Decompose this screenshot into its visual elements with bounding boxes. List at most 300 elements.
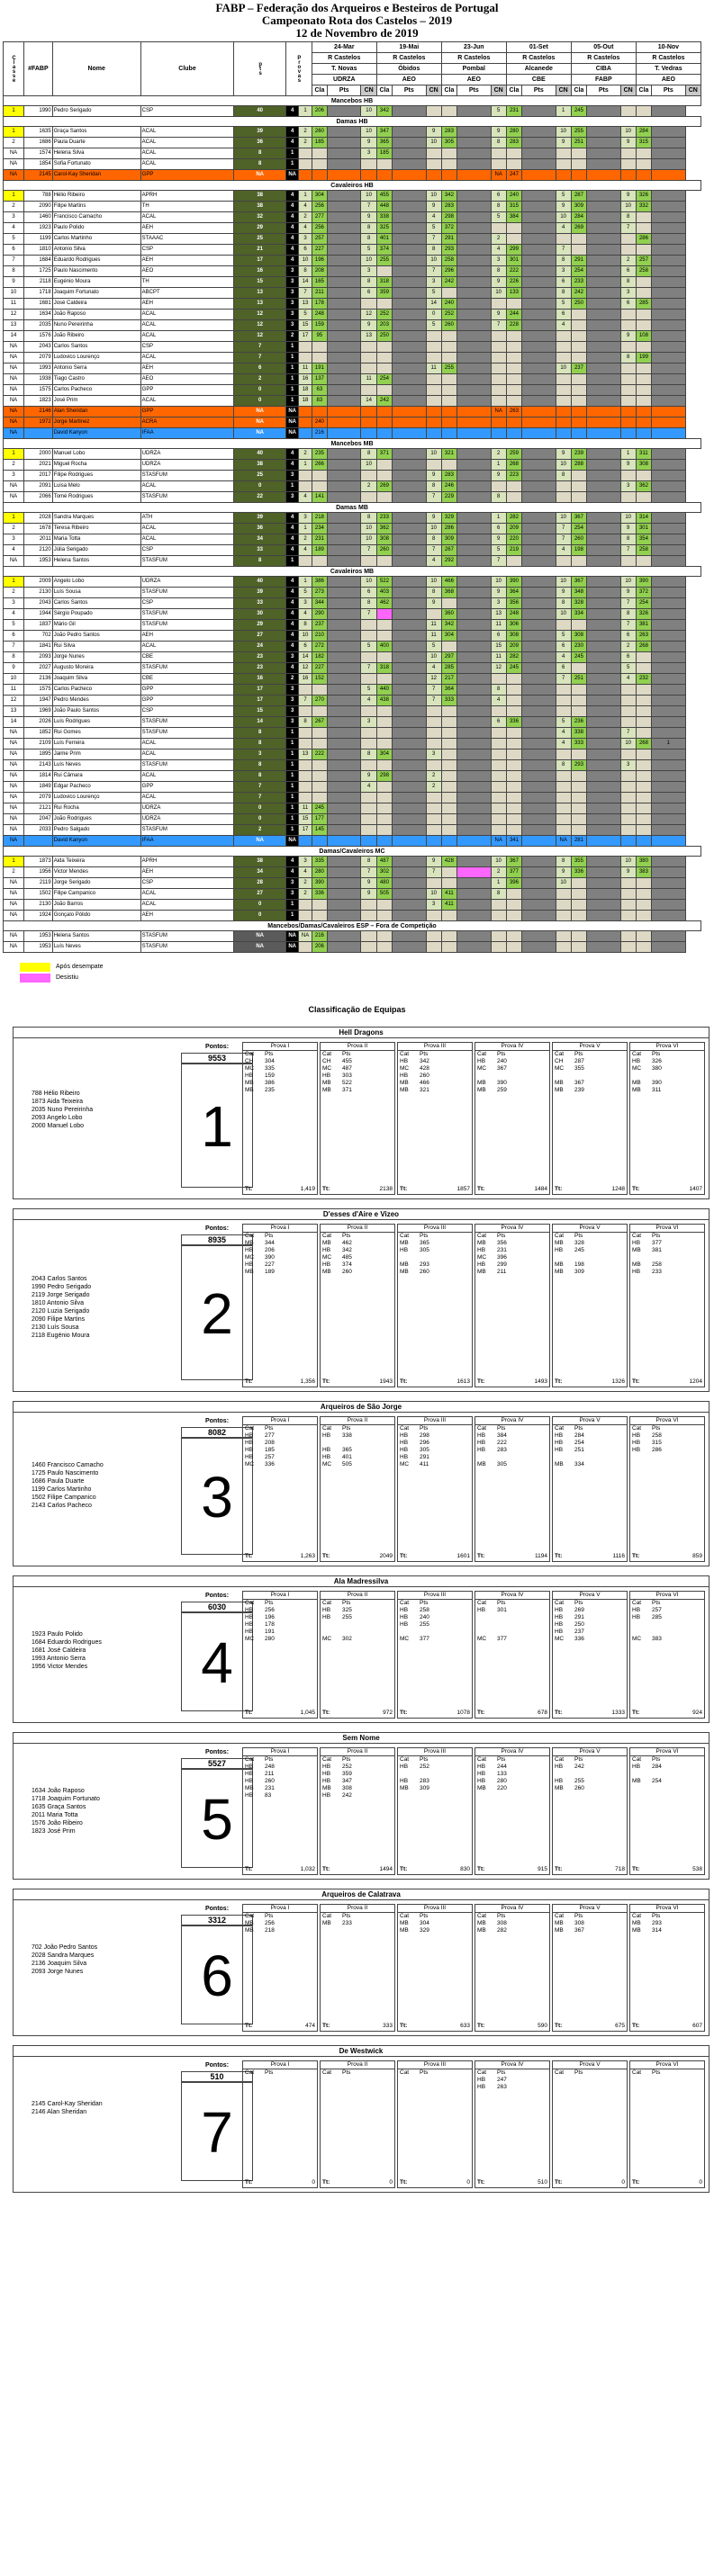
event-organizer: R Castelos xyxy=(506,53,571,64)
result-cell: 283 xyxy=(506,138,521,148)
prova-score-row xyxy=(553,2084,627,2091)
result-cell xyxy=(328,545,361,556)
result-cell xyxy=(299,428,312,439)
result-cell xyxy=(587,631,620,642)
athlete-row xyxy=(4,889,701,900)
score-points: 396 xyxy=(497,1254,507,1261)
prova-title: Prova VI xyxy=(630,1748,704,1756)
result-cell: 333 xyxy=(441,696,456,706)
score-category: HB xyxy=(322,1247,331,1253)
prova-score-row xyxy=(475,1927,549,1934)
result-cell xyxy=(522,202,556,212)
result-cell: 18 xyxy=(299,396,312,407)
result-cell xyxy=(620,771,636,782)
result-cell xyxy=(393,159,426,170)
prova-score-row xyxy=(630,1454,704,1461)
result-cell xyxy=(491,331,506,342)
result-cell xyxy=(652,577,685,588)
result-cell: 246 xyxy=(441,481,456,492)
result-cell xyxy=(571,878,586,889)
result-cell xyxy=(652,417,685,428)
points-cell: 21 xyxy=(234,245,286,256)
result-cell xyxy=(328,867,361,878)
result-cell: 2 xyxy=(299,127,312,138)
result-cell xyxy=(587,900,620,911)
result-cell: 209 xyxy=(506,642,521,652)
event-club: FABP xyxy=(571,75,636,85)
name-cell: José Prim xyxy=(52,396,140,407)
result-cell: 9 xyxy=(620,138,636,148)
class-cell: NA xyxy=(4,760,24,771)
prova-total xyxy=(555,1553,625,1560)
result-cell xyxy=(652,374,685,385)
prova-score-row xyxy=(398,1778,472,1785)
result-cell xyxy=(652,202,685,212)
prova-title: Prova VI xyxy=(630,1417,704,1425)
score-points: 233 xyxy=(652,1269,662,1275)
sub-cn: CN xyxy=(361,85,376,96)
score-category: MB xyxy=(245,1927,254,1934)
prova-score-row xyxy=(243,1254,317,1261)
class-cell: 4 xyxy=(4,223,24,234)
result-cell: 6 xyxy=(620,266,636,277)
result-cell xyxy=(376,556,392,567)
events-count-cell: 1 xyxy=(285,803,298,814)
result-cell xyxy=(636,836,651,847)
result-cell: 255 xyxy=(376,256,392,266)
result-cell xyxy=(652,609,685,620)
result-cell xyxy=(620,696,636,706)
result-cell xyxy=(571,320,586,331)
result-cell xyxy=(299,739,312,749)
score-category: MC xyxy=(555,1636,565,1642)
result-cell xyxy=(457,534,491,545)
result-cell xyxy=(328,481,361,492)
result-cell: 284 xyxy=(571,212,586,223)
events-count-cell: 4 xyxy=(285,577,298,588)
club-cell: GPP xyxy=(140,782,234,793)
team-member: 2090 Filipe Martins xyxy=(32,1315,86,1323)
result-cell xyxy=(571,931,586,942)
result-cell xyxy=(556,793,571,803)
result-cell xyxy=(522,234,556,245)
section-title: Damas HB xyxy=(4,117,701,127)
result-cell: 386 xyxy=(312,577,327,588)
cat-header: Cat xyxy=(632,1425,642,1432)
score-category: HB xyxy=(322,1764,331,1770)
result-cell xyxy=(328,449,361,460)
athlete-row xyxy=(4,331,701,342)
result-cell xyxy=(620,900,636,911)
result-cell xyxy=(457,556,491,567)
club-cell: ACAL xyxy=(140,642,234,652)
result-cell: 3 xyxy=(620,760,636,771)
number-cell: 2090 xyxy=(24,202,53,212)
events-count-cell: 1 xyxy=(285,771,298,782)
name-cell: João Barros xyxy=(52,900,140,911)
result-cell: 254 xyxy=(571,524,586,534)
result-cell xyxy=(328,159,361,170)
number-cell: 1953 xyxy=(24,942,53,953)
result-cell xyxy=(556,685,571,696)
result-cell: 6 xyxy=(299,245,312,256)
result-cell xyxy=(636,417,651,428)
result-cell xyxy=(522,148,556,159)
pts-header: Pts xyxy=(652,1233,661,1239)
result-cell xyxy=(587,310,620,320)
score-points: 365 xyxy=(420,1240,429,1246)
result-cell: 14 xyxy=(426,299,441,310)
class-cell: NA xyxy=(4,889,24,900)
cat-header: Cat xyxy=(555,1756,565,1763)
score-points: 328 xyxy=(574,1240,584,1246)
result-cell xyxy=(441,867,456,878)
result-cell: 9 xyxy=(620,191,636,202)
prova-column-headers xyxy=(321,1425,394,1432)
result-cell: 10 xyxy=(556,577,571,588)
prova-title: Prova IV xyxy=(475,1592,549,1600)
result-cell: 347 xyxy=(376,127,392,138)
prova-score-row xyxy=(475,1240,549,1247)
result-cell: 305 xyxy=(441,138,456,148)
events-count-cell: 1 xyxy=(285,374,298,385)
total-label: Tt: xyxy=(322,1710,330,1716)
prova-score-row xyxy=(398,2077,472,2084)
result-cell xyxy=(506,331,521,342)
points-cell: 27 xyxy=(234,889,286,900)
total-value: 1248 xyxy=(611,1186,625,1192)
result-cell xyxy=(587,396,620,407)
club-cell: CSP xyxy=(140,245,234,256)
result-cell xyxy=(491,760,506,771)
result-cell xyxy=(328,878,361,889)
number-cell: 1938 xyxy=(24,374,53,385)
result-cell xyxy=(652,749,685,760)
prova-column-headers xyxy=(243,1600,317,1607)
result-cell xyxy=(636,793,651,803)
result-cell: 9 xyxy=(620,588,636,598)
events-count-cell: 4 xyxy=(285,857,298,867)
result-cell: 355 xyxy=(571,857,586,867)
result-cell xyxy=(506,374,521,385)
total-label: Tt: xyxy=(245,1710,253,1716)
result-cell: 216 xyxy=(312,931,327,942)
result-cell: 11 xyxy=(426,631,441,642)
prova-score-row xyxy=(630,1447,704,1454)
result-cell xyxy=(522,652,556,663)
result-cell xyxy=(361,159,376,170)
result-cell xyxy=(457,814,491,825)
total-value: 924 xyxy=(692,1710,702,1716)
result-cell xyxy=(587,620,620,631)
team-member: 788 Hélio Ribeiro xyxy=(32,1090,80,1097)
events-count-cell: 3 xyxy=(285,652,298,663)
result-cell xyxy=(393,631,426,642)
result-cell: 318 xyxy=(376,277,392,288)
score-points: 356 xyxy=(497,1240,507,1246)
sub-points: Pts xyxy=(328,85,361,96)
result-cell: 371 xyxy=(376,449,392,460)
team-points: 9553 xyxy=(181,1053,253,1064)
result-cell xyxy=(328,191,361,202)
prova-score-row xyxy=(321,1927,394,1934)
points-cell: NA xyxy=(234,417,286,428)
number-cell: 1725 xyxy=(24,266,53,277)
score-category: HB xyxy=(555,1440,564,1446)
number-cell: 1849 xyxy=(24,782,53,793)
legend xyxy=(20,962,714,983)
prova-score-row xyxy=(243,1934,317,1942)
points-cell: 25 xyxy=(234,471,286,481)
prova-total xyxy=(555,2023,625,2030)
result-cell xyxy=(299,481,312,492)
athlete-row xyxy=(4,191,701,202)
events-count-cell: 1 xyxy=(285,739,298,749)
prova-score-row xyxy=(630,1058,704,1065)
number-cell: 1924 xyxy=(24,911,53,921)
result-cell xyxy=(393,481,426,492)
result-cell: 258 xyxy=(636,266,651,277)
total-label: Tt: xyxy=(245,1866,253,1872)
result-cell xyxy=(299,942,312,953)
result-cell xyxy=(361,631,376,642)
pts-header: Pts xyxy=(497,1425,506,1432)
score-category: HB xyxy=(477,1771,486,1777)
prova-score-row xyxy=(243,1440,317,1447)
number-cell: 2011 xyxy=(24,534,53,545)
result-cell xyxy=(556,428,571,439)
result-cell xyxy=(457,364,491,374)
result-cell: 6 xyxy=(556,663,571,674)
result-cell xyxy=(652,127,685,138)
name-cell: Ludovico Lourenço xyxy=(52,793,140,803)
result-cell: 5 xyxy=(556,631,571,642)
result-cell: 284 xyxy=(636,127,651,138)
result-cell xyxy=(652,138,685,148)
result-cell xyxy=(376,706,392,717)
result-cell xyxy=(587,857,620,867)
score-category: HB xyxy=(322,1073,331,1079)
class-cell: 10 xyxy=(4,674,24,685)
result-cell xyxy=(328,342,361,353)
prova-score-row xyxy=(243,1240,317,1247)
result-cell: 8 xyxy=(299,717,312,728)
prova-column-headers xyxy=(475,1913,549,1920)
result-cell: 4 xyxy=(299,223,312,234)
result-cell xyxy=(426,942,441,953)
score-points: 178 xyxy=(265,1621,275,1628)
result-cell: 3 xyxy=(426,277,441,288)
cat-header: Cat xyxy=(632,1600,642,1606)
name-cell: Luís Ferreira xyxy=(52,739,140,749)
result-cell xyxy=(393,245,426,256)
number-cell: 1956 xyxy=(24,867,53,878)
athlete-row xyxy=(4,577,701,588)
class-cell: 4 xyxy=(4,609,24,620)
class-cell: NA xyxy=(4,342,24,353)
result-cell: 5 xyxy=(426,320,441,331)
result-cell: 4 xyxy=(299,609,312,620)
points-cell: NA xyxy=(234,170,286,181)
score-points: 260 xyxy=(265,1778,275,1784)
prova-score-row xyxy=(398,1636,472,1643)
score-points: 254 xyxy=(574,1440,584,1446)
club-cell: STASFUM xyxy=(140,556,234,567)
event-place: CIBA xyxy=(571,64,636,75)
result-cell: 227 xyxy=(312,245,327,256)
result-cell xyxy=(522,481,556,492)
result-cell xyxy=(457,212,491,223)
name-cell: Antonio Serra xyxy=(52,364,140,374)
prova-total xyxy=(245,1710,315,1717)
name-cell: Angelo Lobo xyxy=(52,577,140,588)
result-cell: 7 xyxy=(491,320,506,331)
events-count-cell: 4 xyxy=(285,460,298,471)
pts-header: Pts xyxy=(265,1051,274,1057)
class-cell: NA xyxy=(4,911,24,921)
club-cell: STASFUM xyxy=(140,663,234,674)
athlete-row xyxy=(4,524,701,534)
prova-total xyxy=(322,1866,393,1873)
athlete-row xyxy=(4,159,701,170)
result-cell: 7 xyxy=(361,202,376,212)
result-cell: 315 xyxy=(636,138,651,148)
score-points: 257 xyxy=(652,1607,662,1613)
prova-title: Prova IV xyxy=(475,1905,549,1913)
score-category: MB xyxy=(632,1920,641,1926)
score-category: HB xyxy=(477,2077,486,2083)
result-cell xyxy=(457,385,491,396)
result-cell xyxy=(393,588,426,598)
club-cell: AEH xyxy=(140,364,234,374)
points-cell: 2 xyxy=(234,374,286,385)
name-cell: Filipe Campanico xyxy=(52,889,140,900)
result-cell: 10 xyxy=(361,577,376,588)
result-cell xyxy=(441,931,456,942)
result-cell xyxy=(328,803,361,814)
result-cell: 5 xyxy=(491,212,506,223)
total-value: 0 xyxy=(466,2179,470,2186)
event-organizer: R Castelos xyxy=(376,53,441,64)
results-table-body xyxy=(4,42,701,953)
result-cell xyxy=(556,803,571,814)
score-category: HB xyxy=(555,1778,564,1784)
result-cell xyxy=(636,170,651,181)
result-cell: 216 xyxy=(312,428,327,439)
prova-score-row xyxy=(321,1080,394,1087)
score-points: 206 xyxy=(265,1247,275,1253)
result-cell xyxy=(441,749,456,760)
result-cell xyxy=(328,771,361,782)
result-cell xyxy=(587,663,620,674)
score-points: 245 xyxy=(574,1247,584,1253)
team-rank: 7 xyxy=(181,2082,253,2181)
pts-header: Pts xyxy=(420,1051,429,1057)
pink-swatch xyxy=(20,974,50,983)
total-value: 2138 xyxy=(379,1186,393,1192)
result-cell: 185 xyxy=(376,148,392,159)
pts-header: Pts xyxy=(342,1425,351,1432)
athlete-row xyxy=(4,245,701,256)
total-label: Tt: xyxy=(322,2023,330,2029)
result-cell: 10 xyxy=(556,513,571,524)
name-cell: Pedro Mendes xyxy=(52,696,140,706)
prova-score-row xyxy=(398,1065,472,1073)
score-points: 247 xyxy=(497,2077,507,2083)
score-category: HB xyxy=(245,1073,254,1079)
result-cell xyxy=(393,374,426,385)
result-cell xyxy=(457,717,491,728)
result-cell xyxy=(620,685,636,696)
result-cell: 9 xyxy=(361,889,376,900)
event-date: 24-Mar xyxy=(312,42,376,53)
result-cell xyxy=(506,706,521,717)
result-cell xyxy=(457,138,491,148)
score-category: MB xyxy=(322,1087,331,1093)
result-cell xyxy=(556,814,571,825)
result-cell xyxy=(312,481,327,492)
result-cell xyxy=(620,471,636,481)
team-name: Arqueiros de Calatrava xyxy=(14,1889,709,1900)
col-name-header: Nome xyxy=(52,42,140,96)
pts-header: Pts xyxy=(652,1051,661,1057)
total-value: 1943 xyxy=(379,1378,393,1385)
club-cell: CSP xyxy=(140,545,234,556)
result-cell xyxy=(426,739,441,749)
result-cell: 242 xyxy=(441,277,456,288)
score-points: 258 xyxy=(652,1432,662,1439)
prova-total xyxy=(477,1866,547,1873)
prova-score-row xyxy=(553,1934,627,1942)
number-cell: 2066 xyxy=(24,492,53,503)
result-cell xyxy=(376,417,392,428)
sub-points: Pts xyxy=(652,85,685,96)
class-cell: 2 xyxy=(4,138,24,148)
total-label: Tt: xyxy=(632,1378,640,1385)
events-count-cell: 4 xyxy=(285,234,298,245)
result-cell: 293 xyxy=(441,245,456,256)
prova-box xyxy=(320,1904,395,2032)
club-cell: AEH xyxy=(140,911,234,921)
pts-header: Pts xyxy=(574,2069,583,2076)
result-cell xyxy=(299,836,312,847)
result-cell xyxy=(457,631,491,642)
result-cell: 372 xyxy=(441,223,456,234)
class-cell: NA xyxy=(4,148,24,159)
score-category: HB xyxy=(555,1614,564,1620)
total-value: 333 xyxy=(383,2023,393,2029)
prova-score-row xyxy=(630,1621,704,1629)
result-cell xyxy=(636,310,651,320)
prova-column-headers xyxy=(243,1913,317,1920)
class-cell: NA xyxy=(4,728,24,739)
score-points: 255 xyxy=(342,1614,352,1620)
points-cell: 24 xyxy=(234,642,286,652)
result-cell: 2 xyxy=(299,878,312,889)
result-cell: 4 xyxy=(299,545,312,556)
number-cell: 2119 xyxy=(24,878,53,889)
team-member: 1956 Victor Mendes xyxy=(32,1664,88,1670)
result-cell: 227 xyxy=(312,663,327,674)
club-cell: CSP xyxy=(140,878,234,889)
prova-score-row xyxy=(398,1621,472,1629)
event-club: CBE xyxy=(506,75,571,85)
cat-header: Cat xyxy=(245,1425,255,1432)
result-cell xyxy=(393,396,426,407)
result-cell xyxy=(299,728,312,739)
result-cell xyxy=(506,911,521,921)
result-cell: 4 xyxy=(361,782,376,793)
